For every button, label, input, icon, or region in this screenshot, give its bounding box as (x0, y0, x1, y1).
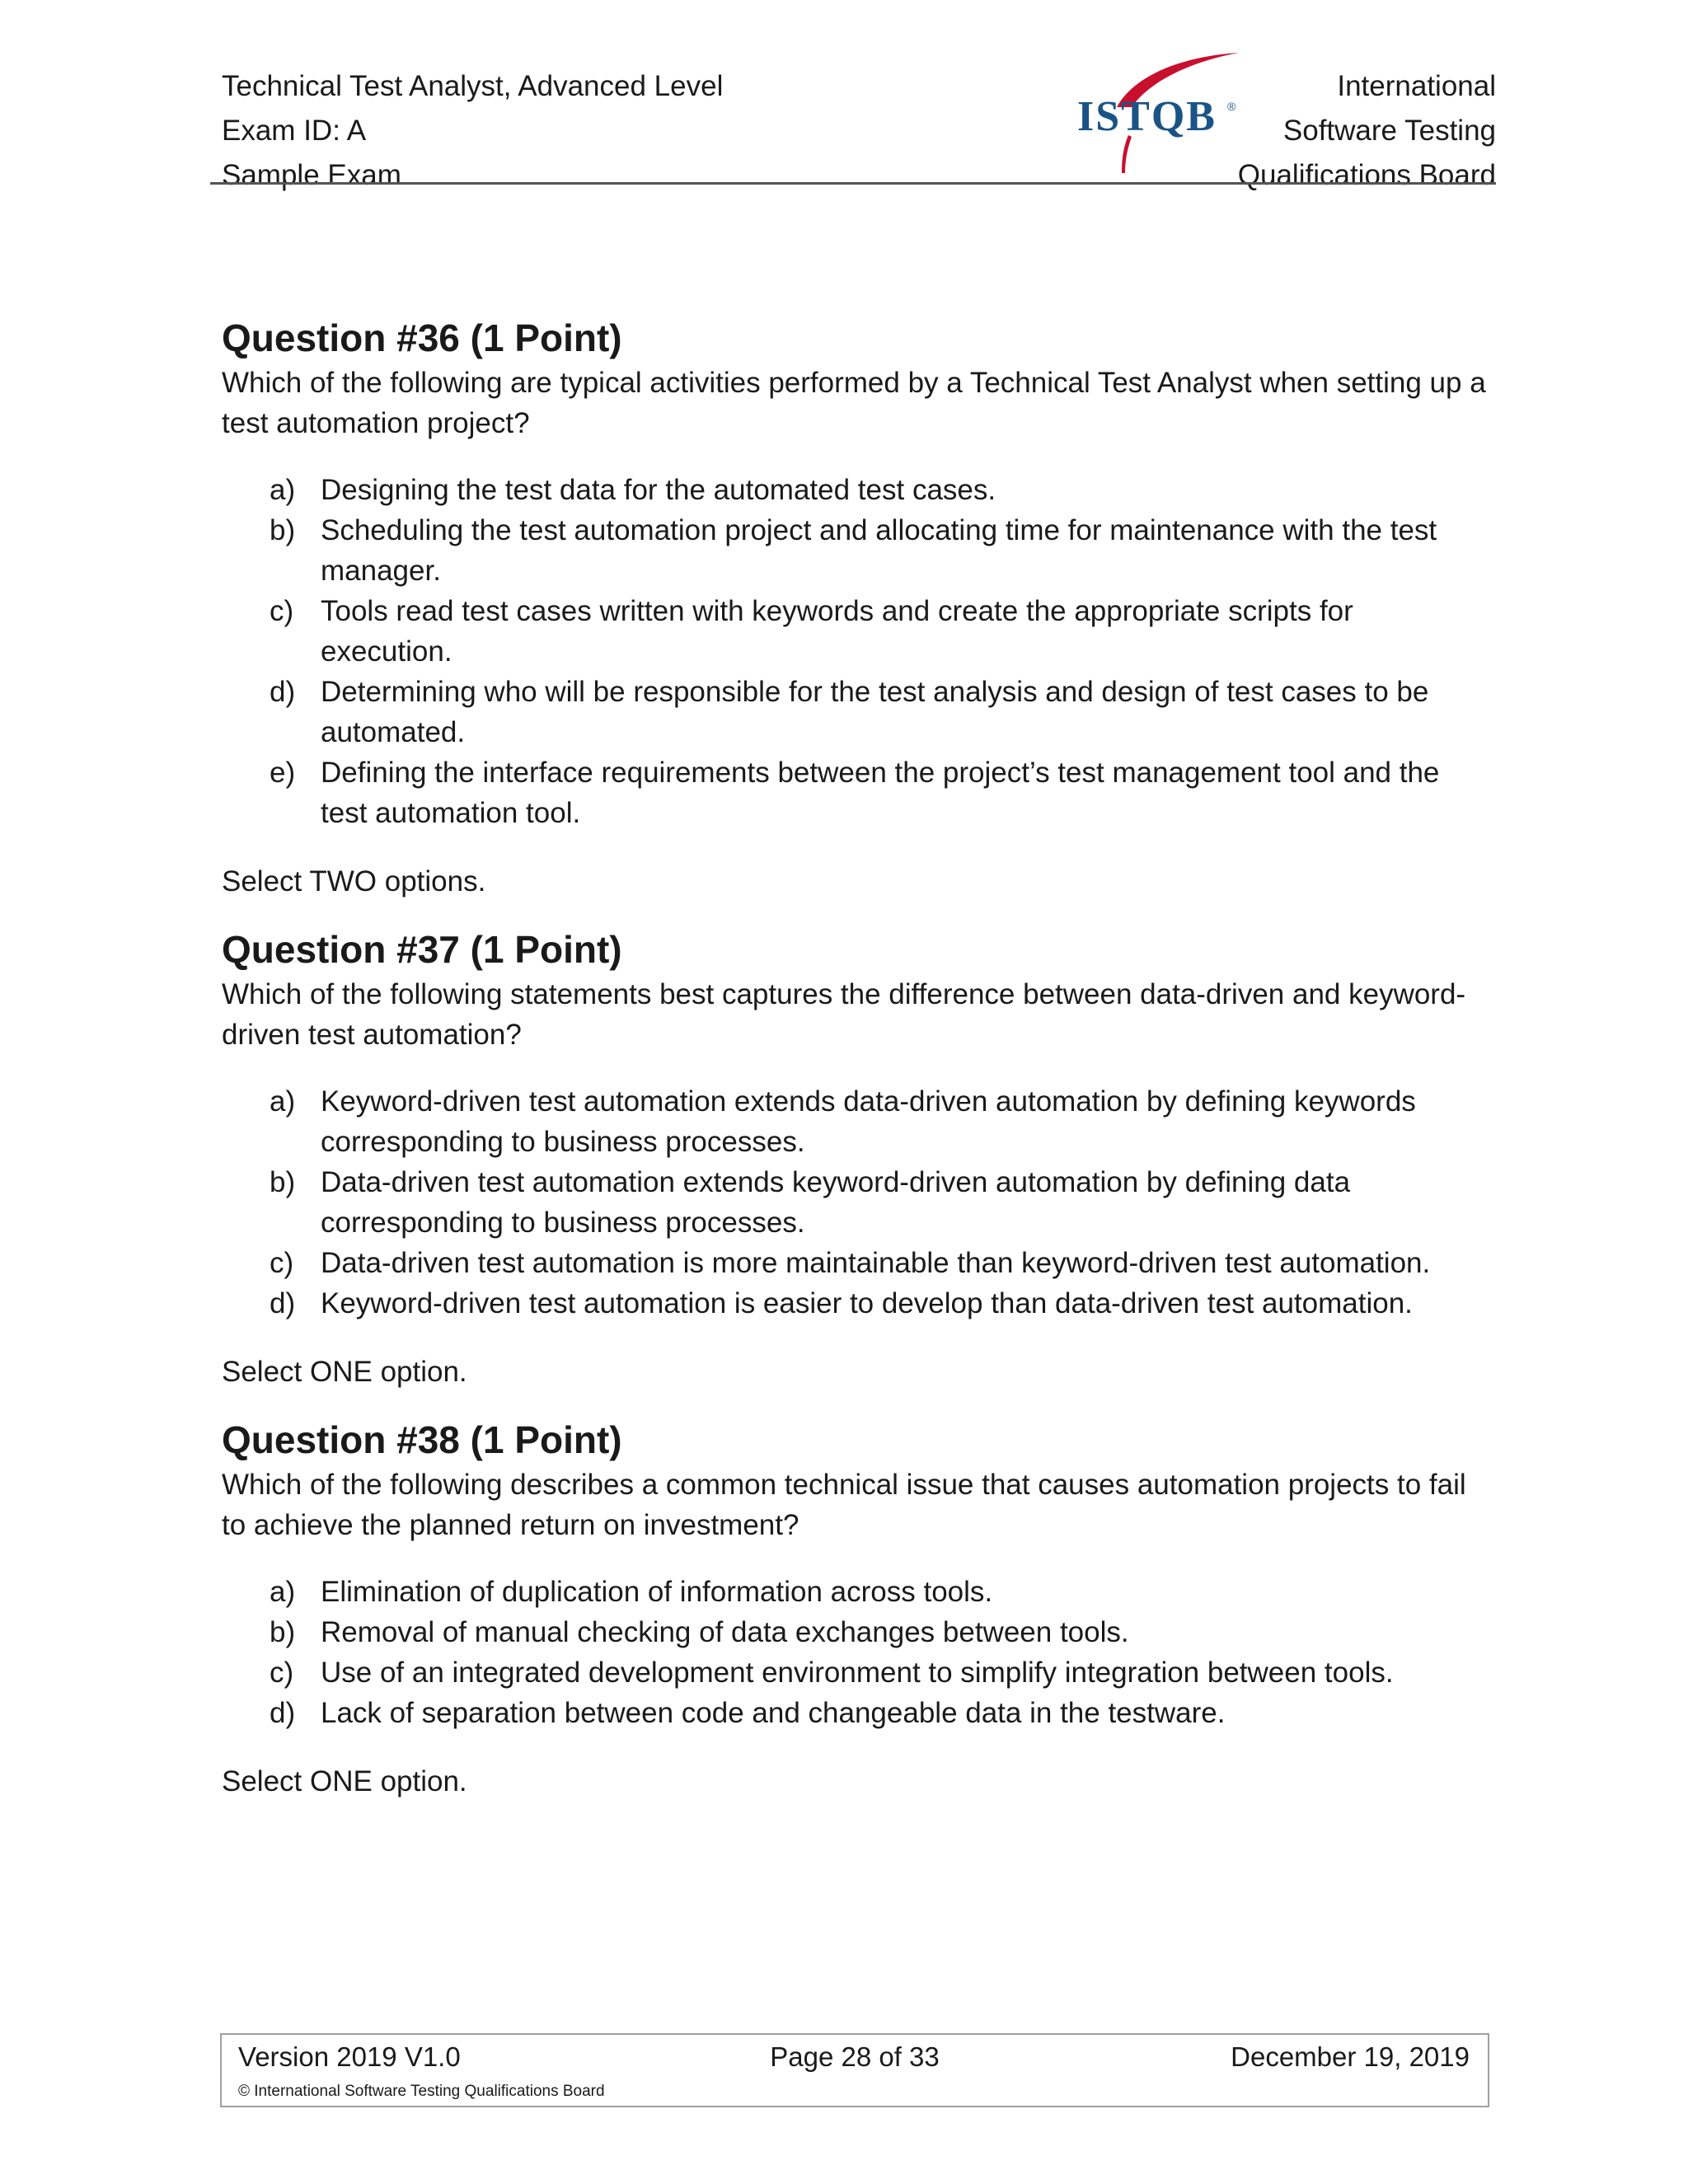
select-instruction: Select TWO options. (222, 865, 486, 898)
answer-option (222, 1572, 1491, 1612)
header-course-title: Technical Test Analyst, Advanced Level (222, 70, 724, 102)
question-text: Which of the following describes a common technical issue that causes automation projects to fail to achieve the planned return on investment? (222, 1469, 1466, 1541)
select-instruction: Select ONE option. (222, 1765, 467, 1797)
page-footer (220, 2033, 1489, 2107)
answer-option (222, 1652, 1491, 1693)
option-text: Keyword-driven test automation extends data-driven automation by defining keywords corresponding to business processes. (321, 1085, 1416, 1158)
option-letter: a) (270, 474, 296, 506)
answer-option (222, 1243, 1491, 1283)
answer-options (222, 1081, 1491, 1324)
header-org-line-3: Qualifications Board (1237, 159, 1496, 191)
footer-page-number: Page 28 of 33 (770, 2041, 940, 2072)
answer-option (222, 672, 1491, 752)
answer-option (222, 1693, 1491, 1733)
header-org-line-2: Software Testing (1282, 115, 1496, 147)
option-letter: b) (270, 514, 296, 546)
question-title: Question #37 (1 Point) (222, 928, 622, 971)
option-letter: d) (270, 1287, 296, 1319)
answer-options (222, 470, 1491, 833)
question-text: Which of the following are typical activities performed by a Technical Test Analyst when setting up a test automation project? (222, 367, 1486, 439)
page-header (210, 64, 1496, 191)
option-letter: b) (270, 1166, 296, 1198)
answer-option (222, 470, 1491, 510)
option-letter: c) (270, 595, 294, 627)
option-letter: d) (270, 1697, 296, 1729)
logo-registered-mark: ® (1227, 100, 1236, 113)
question-36 (222, 313, 1491, 902)
option-text: Tools read test cases written with keywords and create the appropriate scripts for execution. (321, 595, 1353, 668)
option-text: Determining who will be responsible for the test analysis and design of test cases to be automated. (321, 676, 1429, 748)
exam-content (222, 313, 1491, 1825)
answer-option (222, 1081, 1491, 1162)
option-text: Data-driven test automation extends keyword-driven automation by defining data corresponding to business processes. (321, 1166, 1351, 1239)
select-instruction: Select ONE option. (222, 1356, 467, 1388)
option-letter: a) (270, 1576, 296, 1608)
header-left-block (222, 64, 723, 198)
option-text: Data-driven test automation is more maintainable than keyword-driven test automation. (321, 1247, 1431, 1279)
footer-version: Version 2019 V1.0 (238, 2041, 461, 2072)
option-text: Keyword-driven test automation is easier to develop than data-driven test automation. (321, 1287, 1413, 1319)
logo-wordmark: ISTQB (1077, 93, 1217, 140)
question-text: Which of the following statements best captures the difference between data-driven and keyword-driven test automation? (222, 978, 1466, 1051)
option-text: Defining the interface requirements between the project’s test management tool and the test automation tool. (321, 757, 1440, 829)
answer-option (222, 591, 1491, 672)
answer-option (222, 510, 1491, 591)
option-text: Removal of manual checking of data exchanges between tools. (321, 1616, 1129, 1648)
option-text: Scheduling the test automation project and allocating time for maintenance with the test manager. (321, 514, 1437, 587)
question-38 (222, 1415, 1491, 1802)
header-divider (210, 182, 1496, 185)
option-letter: d) (270, 676, 296, 708)
option-text: Designing the test data for the automated test cases. (321, 474, 996, 506)
question-title: Question #38 (1 Point) (222, 1418, 622, 1461)
istqb-logo-icon (1077, 49, 1242, 175)
option-letter: c) (270, 1657, 294, 1689)
question-title: Question #36 (1 Point) (222, 316, 622, 359)
header-right-block (1238, 64, 1496, 198)
footer-date: December 19, 2019 (1231, 2041, 1470, 2072)
answer-option (222, 1162, 1491, 1243)
answer-option (222, 752, 1491, 833)
header-exam-type: Sample Exam (222, 159, 401, 191)
option-text: Use of an integrated development environment to simplify integration between tools. (321, 1657, 1394, 1689)
answer-option (222, 1283, 1491, 1324)
option-letter: e) (270, 757, 296, 789)
option-text: Lack of separation between code and changeable data in the testware. (321, 1697, 1226, 1729)
header-org-line-1: International (1337, 70, 1496, 102)
option-text: Elimination of duplication of information across tools. (321, 1576, 993, 1608)
question-37 (222, 925, 1491, 1392)
header-exam-id: Exam ID: A (222, 115, 367, 147)
answer-options (222, 1572, 1491, 1733)
option-letter: b) (270, 1616, 296, 1648)
answer-option (222, 1612, 1491, 1652)
footer-copyright: © International Software Testing Qualifications Board (238, 2083, 605, 2100)
option-letter: c) (270, 1247, 294, 1279)
option-letter: a) (270, 1085, 296, 1118)
